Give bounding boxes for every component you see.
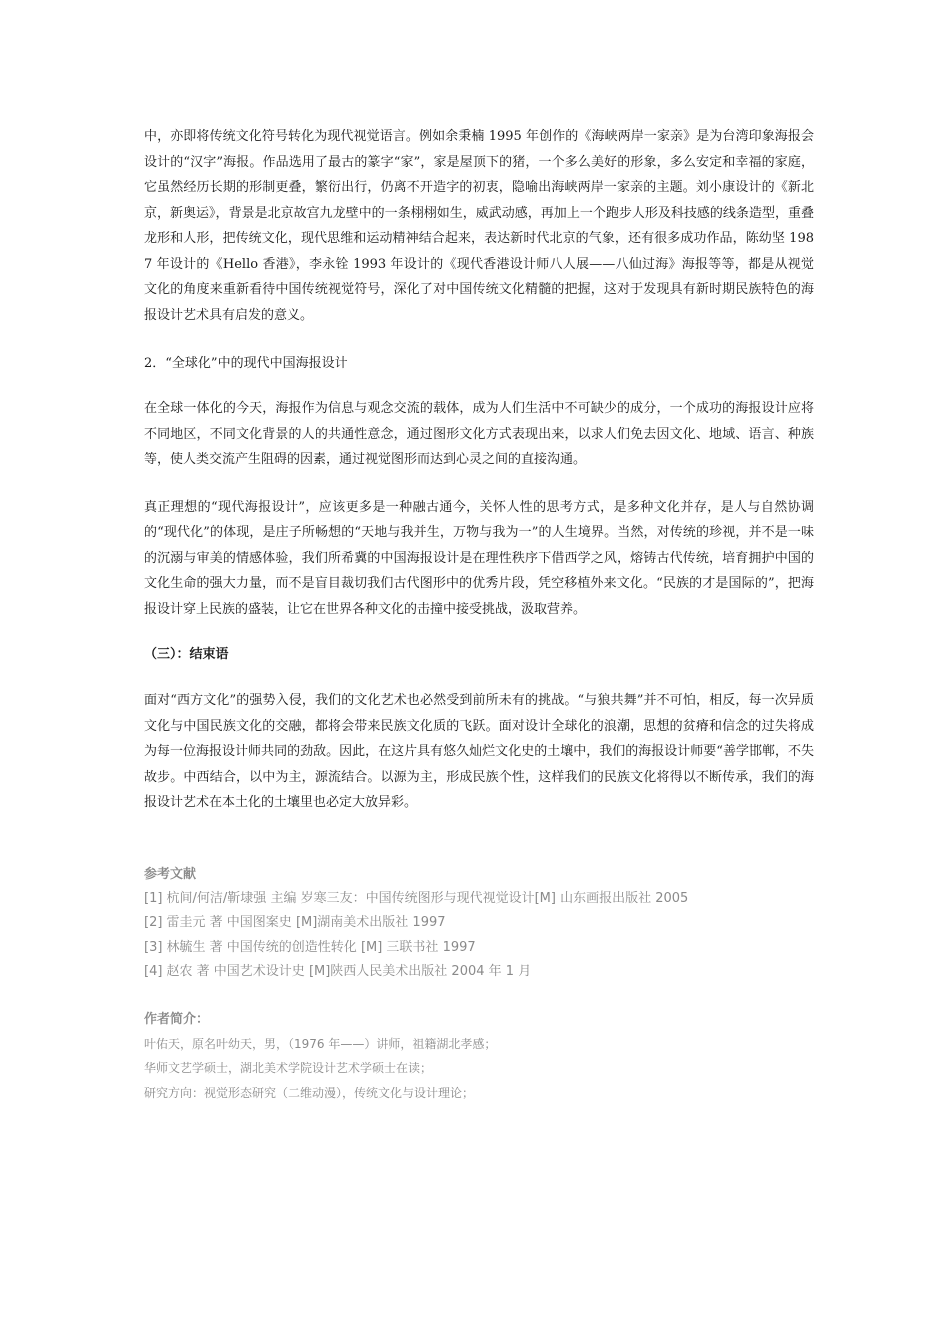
author-section xyxy=(144,1007,814,1106)
body-paragraph-2: 在全球一体化的今天，海报作为信息与观念交流的载体，成为人们生活中不可缺少的成分，一个成功的海报设计应将不同地区，不同文化背景的人的共通性意念，通过图形文化方式表现出来，以求人们免去因文化、地域、语言、种族等，使人类交流产生阻碍的因素，通过视觉图形而达到心灵之间的直接沟通。 xyxy=(144,401,814,467)
body-paragraph-3: 真正理想的“现代海报设计”，应该更多是一种融古通今，关怀人性的思考方式，是多种文化并存，是人与自然协调的“现代化”的体现，是庄子所畅想的“天地与我并生，万物与我为一”的人生境界。当然，对传统的珍视，并不是一味的沉溺与审美的情感体验，我们所希冀的中国海报设计是在理性秩序下借西学之风，熔铸古代传统，培育拥护中国的文化生命的强大力量，而不是盲目裁切我们古代图形中的优秀片段，凭空移植外来文化。“民族的才是国际的”，把海报设计穿上民族的盛装，让它在世界各种文化的击撞中接受挑战，汲取营养。 xyxy=(144,499,814,617)
reference-item: [1] 杭间/何洁/靳埭强 主编 岁寒三友：中国传统图形与现代视觉设计[M] 山东画报出版社 2005 xyxy=(144,890,689,906)
references-section xyxy=(144,862,814,985)
references-title: 参考文献 xyxy=(144,866,197,882)
reference-item: [2] 雷圭元 著 中国图案史 [M]湖南美术出版社 1997 xyxy=(144,915,446,930)
author-info-line: 研究方向：视觉形态研究（二维动漫），传统文化与设计理论； xyxy=(144,1085,475,1100)
author-info-line: 叶佑天，原名叶幼天，男，（1976 年——）讲师，祖籍湖北孝感； xyxy=(144,1036,497,1051)
body-paragraph-1: 中，亦即将传统文化符号转化为现代视觉语言。例如余秉楠 1995 年创作的《海峡两岸一家亲》是为台湾印象海报会设计的“汉字”海报。作品选用了最古的篆字“家”，家是屋顶下的猪，一个多么美好的形象，多么安定和幸福的家庭，它虽然经历长期的形制更叠，繁衍出行，仍离不开造字的初衷，隐喻出海峡两岸一家亲的主题。刘小康设计的《新北京，新奥运》，背景是北京故宫九龙壁中的一条栩栩如生，威武动感，再加上一个跑步人形及科技感的线条造型，重叠龙形和人形，把传统文化，现代思维和运动精神结合起来，表达新时代北京的气象，还有很多成功作品，陈幼坚 1987 年设计的《Hello 香港》，李永铨 1993 年设计的《现代香港设计师八人展——八仙过海》海报等等，都是从视觉文化的角度来重新看待中国传统视觉符号，深化了对中国传统文化精髓的把握，这对于发现具有新时期民族特色的海报设计艺术具有启发的意义。 xyxy=(144,129,814,323)
body-paragraph-4: 面对“西方文化”的强势入侵，我们的文化艺术也必然受到前所未有的挑战。“与狼共舞”并不可怕，相反，每一次异质文化与中国民族文化的交融，都将会带来民族文化质的飞跃。面对设计全球化的浪潮，思想的贫瘠和信念的过失将成为每一位海报设计师共同的劲敌。因此，在这片具有悠久灿烂文化史的土壤中，我们的海报设计师要“善学邯郸，不失故步。中西结合，以中为主，源流结合。以源为主，形成民族个性，这样我们的民族文化将得以不断传承，我们的海报设计艺术在本土化的土壤里也必定大放异彩。 xyxy=(144,693,814,810)
author-title: 作者简介： xyxy=(144,1011,210,1027)
reference-item: [3] 林毓生 著 中国传统的创造性转化 [M] 三联书社 1997 xyxy=(144,939,476,955)
section-heading-conclusion: （三）：结束语 xyxy=(144,647,229,662)
reference-item: [4] 赵农 著 中国艺术设计史 [M]陕西人民美术出版社 2004 年 1 月 xyxy=(144,964,532,979)
document-page xyxy=(144,124,814,1105)
subsection-heading-2: 2．“全球化”中的现代中国海报设计 xyxy=(144,356,348,371)
author-info-line: 华师文艺学硕士，湖北美术学院设计艺术学硕士在读； xyxy=(144,1061,433,1075)
